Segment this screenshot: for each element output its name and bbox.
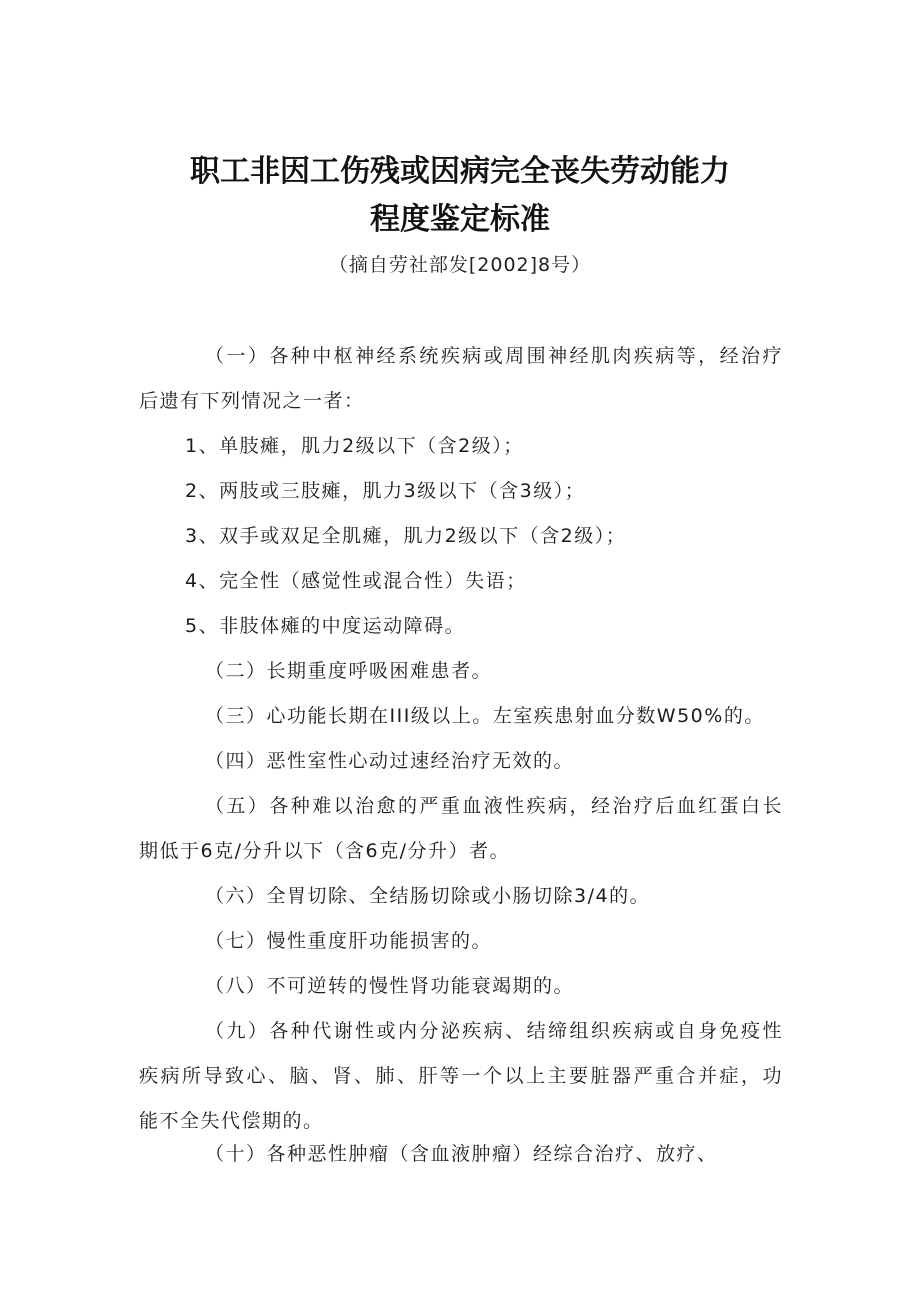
paragraph-line: （七）慢性重度肝功能损害的。 [205,930,493,952]
paragraph-line: （一）各种中枢神经系统疾病或周围神经肌肉疾病等，经治疗 [205,345,783,367]
paragraph-line: 后遗有下列情况之一者： [139,390,365,412]
paragraph-line: （三）心功能长期在III级以上。左室疾患射血分数W50%的。 [205,705,765,727]
paragraph-line: （五）各种难以治愈的严重血液性疾病，经治疗后血红蛋白长 [205,795,783,817]
list-item: 3、双手或双足全肌瘫，肌力2级以下（含2级）； [185,525,627,547]
list-item: 1、单肢瘫，肌力2级以下（含2级）； [185,435,524,457]
paragraph-line: （九）各种代谢性或内分泌疾病、结缔组织疾病或自身免疫性 [205,1020,783,1042]
list-item: 4、完全性（感觉性或混合性）失语； [185,570,527,592]
document-title-line-1: 职工非因工伤残或因病完全丧失劳动能力 [190,154,730,189]
document-source-note: （摘自劳社部发[2002]8号） [328,254,592,276]
paragraph-line: （六）全胃切除、全结肠切除或小肠切除3/4的。 [205,885,651,907]
paragraph-line: 期低于6克/分升以下（含6克/分升）者。 [139,840,510,862]
paragraph-line: （八）不可逆转的慢性肾功能衰竭期的。 [205,975,575,997]
list-item: 2、两肢或三肢瘫，肌力3级以下（含3级）； [185,480,586,502]
paragraph-line: 能不全失代偿期的。 [139,1110,324,1132]
paragraph-line: （四）恶性室性心动过速经治疗无效的。 [205,750,575,772]
document-title-line-2: 程度鉴定标准 [370,202,550,237]
paragraph-line: 疾病所导致心、脑、肾、肺、肝等一个以上主要脏器严重合并症，功 [139,1065,783,1087]
list-item: 5、非肢体瘫的中度运动障碍。 [185,615,466,637]
paragraph-line: （二）长期重度呼吸困难患者。 [205,660,493,682]
paragraph-line: （十）各种恶性肿瘤（含血液肿瘤）经综合治疗、放疗、 [205,1143,718,1165]
